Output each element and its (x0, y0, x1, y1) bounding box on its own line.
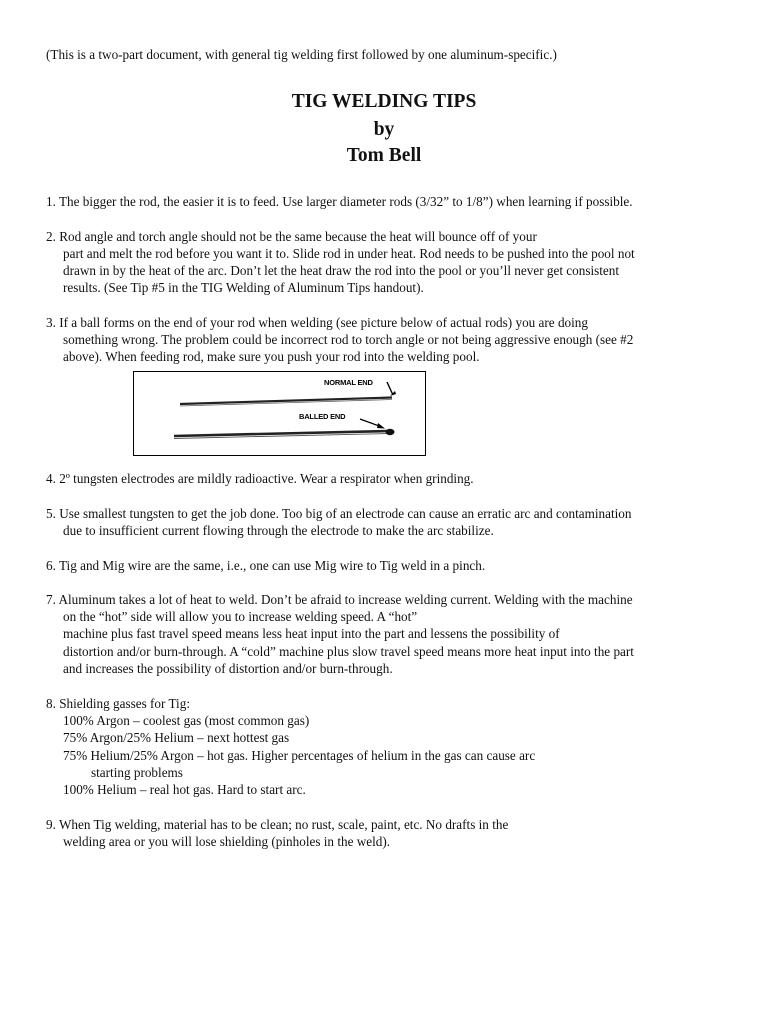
normal-end-pointer (387, 382, 393, 395)
document-title: TIG WELDING TIPS (291, 91, 477, 112)
balled-rod (174, 431, 388, 436)
gas-helium: 100% Helium – real hot gas. Hard to start arc. (63, 782, 306, 797)
gas-argon-helium: 75% Argon/25% Helium – next hottest gas (63, 730, 290, 745)
tip-5-line-1: 5. Use smallest tungsten to get the job done. Too big of an electrode can cause an erratic arc and contamination (46, 506, 632, 521)
rod-drawing (134, 372, 424, 454)
tip-2-line-4: results. (See Tip #5 in the TIG Welding of Aluminum Tips handout). (63, 280, 424, 295)
balled-end-arrowhead (377, 423, 385, 429)
balled-end-label: BALLED END (299, 412, 346, 421)
gas-helium-argon-cont: starting problems (91, 765, 183, 780)
tip-2-line-1: 2. Rod angle and torch angle should not be the same because the heat will bounce off of your (46, 229, 537, 244)
tip-3-line-3: above). When feeding rod, make sure you push your rod into the welding pool. (63, 349, 480, 364)
tip-7-line-3: machine plus fast travel speed means less heat input into the part and lessens the possibility of (63, 626, 560, 641)
author-name: Tom Bell (346, 145, 422, 166)
balled-end-blob (386, 429, 395, 435)
tip-6-line-1: 6. Tig and Mig wire are the same, i.e., one can use Mig wire to Tig weld in a pinch. (46, 558, 486, 573)
gas-helium-argon: 75% Helium/25% Argon – hot gas. Higher percentages of helium in the gas can cause arc (63, 748, 536, 763)
tip-7-line-2: on the “hot” side will allow you to increase welding speed. A “hot” (63, 609, 418, 624)
gas-argon: 100% Argon – coolest gas (most common gas) (63, 713, 310, 728)
rod-end-figure (133, 371, 426, 456)
tip-9-line-1: 9. When Tig welding, material has to be clean; no rust, scale, paint, etc. No drafts in the (46, 817, 509, 832)
tip-5-line-2: due to insufficient current flowing through the electrode to make the arc stabilize. (63, 523, 494, 538)
tip-7-line-5: and increases the possibility of distortion and/or burn-through. (63, 661, 393, 676)
tip-1-line-1: 1. The bigger the rod, the easier it is to feed. Use larger diameter rods (3/32” to 1/8”) when learning if possible. (46, 194, 633, 209)
tip-2-line-3: drawn in by the heat of the arc. Don’t let the heat draw the rod into the pool or you’ll never get consistent (63, 263, 620, 278)
tip-3-line-1: 3. If a ball forms on the end of your rod when welding (see picture below of actual rods) you are doing (46, 315, 588, 330)
tip-4-line-1: 4. 2º tungsten electrodes are mildly radioactive. Wear a respirator when grinding. (46, 471, 474, 486)
title-by: by (373, 119, 395, 140)
tip-3-line-2: something wrong. The problem could be incorrect rod to torch angle or not being aggressive enough (see #2 (63, 332, 634, 347)
normal-end-label: NORMAL END (324, 378, 373, 387)
tip-2-line-2: part and melt the rod before you want it to. Slide rod in under heat. Rod needs to be pushed into the pool not (63, 246, 635, 261)
intro-note: (This is a two-part document, with general tig welding first followed by one aluminum-specific.) (46, 47, 557, 62)
tip-9-line-2: welding area or you will lose shielding (pinholes in the weld). (63, 834, 391, 849)
tip-7-line-1: 7. Aluminum takes a lot of heat to weld. Don’t be afraid to increase welding current. Welding with the machine (46, 592, 633, 607)
tip-8-line-1: 8. Shielding gasses for Tig: (46, 696, 190, 711)
tip-7-line-4: distortion and/or burn-through. A “cold” machine plus slow travel speed means more heat input into the part (63, 644, 634, 659)
